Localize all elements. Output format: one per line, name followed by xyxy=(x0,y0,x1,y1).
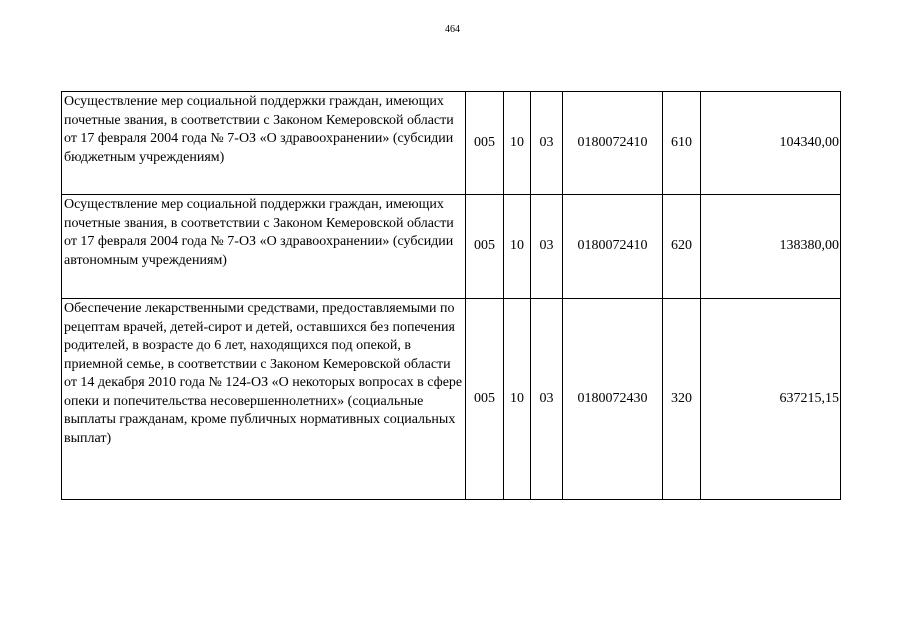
subsection-code: 03 xyxy=(531,299,563,500)
table-row xyxy=(62,195,841,299)
target-article-code: 0180072410 xyxy=(563,92,663,195)
subsection-code: 03 xyxy=(531,195,563,299)
expense-type-code: 620 xyxy=(663,195,701,299)
budget-table xyxy=(61,91,841,500)
subsection-code: 03 xyxy=(531,92,563,195)
ministry-code: 005 xyxy=(466,92,504,195)
row-description: Осуществление мер социальной поддержки граждан, имеющих почетные звания, в соответствии с Законом Кемеровской области от 17 февраля 2004 года № 7-ОЗ «О здравоохранении» (субсидии автономным учреждениям) xyxy=(62,195,466,299)
expense-type-code: 610 xyxy=(663,92,701,195)
target-article-code: 0180072410 xyxy=(563,195,663,299)
section-code: 10 xyxy=(504,299,531,500)
target-article-code: 0180072430 xyxy=(563,299,663,500)
amount-value: 138380,00 xyxy=(701,195,841,299)
section-code: 10 xyxy=(504,92,531,195)
page-number: 464 xyxy=(445,24,460,35)
amount-value: 637215,15 xyxy=(701,299,841,500)
table-row xyxy=(62,92,841,195)
section-code: 10 xyxy=(504,195,531,299)
ministry-code: 005 xyxy=(466,195,504,299)
row-description: Осуществление мер социальной поддержки граждан, имеющих почетные звания, в соответствии с Законом Кемеровской области от 17 февраля 2004 года № 7-ОЗ «О здравоохранении» (субсидии бюджетным учреждениям) xyxy=(62,92,466,195)
expense-type-code: 320 xyxy=(663,299,701,500)
ministry-code: 005 xyxy=(466,299,504,500)
amount-value: 104340,00 xyxy=(701,92,841,195)
row-description: Обеспечение лекарственными средствами, предоставляемыми по рецептам врачей, детей-сирот и детей, оставшихся без попечения родителей, в возрасте до 6 лет, находящихся под опекой, в приемной семье, в соответствии с Законом Кемеровской области от 14 декабря 2010 года № 124-ОЗ «О некоторых вопросах в сфере опеки и попечительства несовершеннолетних» (социальные выплаты гражданам, кроме публичных нормативных социальных выплат) xyxy=(62,299,466,500)
table-row xyxy=(62,299,841,500)
